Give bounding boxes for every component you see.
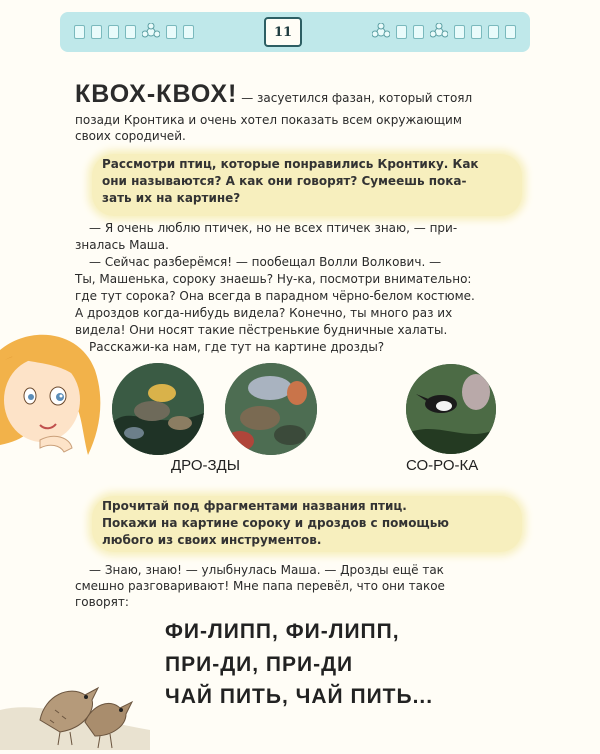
task-1-line-1: Рассмотри птиц, которые понравились Кронтику. Как xyxy=(102,157,479,171)
reply-line-2: смешно разговаривают! Мне папа перевёл, что они такое xyxy=(75,579,445,593)
magpie-caption: СО-РО-КА xyxy=(406,457,479,474)
task-2-box xyxy=(92,496,522,552)
thrushes-caption: ДРО-ЗДЫ xyxy=(171,457,240,474)
intro-line-2: позади Кронтика и очень хотел показать всем окружающим xyxy=(75,113,462,127)
dialogue-line: Ты, Машенька, сороку знаешь? Ну-ка, посмотри внимательно: xyxy=(75,272,472,286)
girl-illustration xyxy=(0,330,110,470)
task-2-line-2: Покажи на картине сороку и дроздов с помощью xyxy=(102,516,449,530)
page-number: 11 xyxy=(264,17,302,47)
reply-line-3: говорят: xyxy=(75,595,129,609)
dialogue-line: А дроздов когда-нибудь видела? Конечно, ты много раз их xyxy=(75,306,453,320)
intro-line-1 xyxy=(75,80,473,108)
dialogue-line: Расскажи-ка нам, где тут на картине дрозды? xyxy=(89,340,385,354)
dialogue-line: видела! Они носят такие пёстренькие будничные халаты. xyxy=(75,323,448,337)
chant-line-2: ПРИ-ДИ, ПРИ-ДИ xyxy=(165,653,354,676)
dialogue-block xyxy=(75,220,515,356)
task-2-line-1: Прочитай под фрагментами названия птиц. xyxy=(102,499,407,513)
dialogue-line: зналась Маша. xyxy=(75,238,169,252)
page-header xyxy=(60,12,530,52)
intro-shout: КВОХ-КВОХ! xyxy=(75,80,238,108)
task-1-box xyxy=(92,154,522,216)
chant-line-1: ФИ-ЛИПП, ФИ-ЛИПП, xyxy=(165,620,400,643)
dialogue-line: — Я очень люблю птичек, но не всех птичек знаю, — при- xyxy=(89,221,458,235)
reply-line-1: — Знаю, знаю! — улыбнулась Маша. — Дрозды ещё так xyxy=(89,563,444,577)
task-1-line-3: зать их на картине? xyxy=(102,191,241,205)
task-1-line-2: они называются? А как они говорят? Сумеешь пока- xyxy=(102,174,467,188)
chant-line-3: ЧАЙ ПИТЬ, ЧАЙ ПИТЬ... xyxy=(165,685,434,708)
intro-line-1-rest: — засуетился фазан, который стоял xyxy=(241,91,473,105)
magpie-photo xyxy=(406,364,496,454)
thrush-photo-2 xyxy=(225,363,317,455)
thrushes-illustration xyxy=(0,650,150,750)
intro-line-3: своих сородичей. xyxy=(75,129,186,143)
header-ornament-left xyxy=(74,23,194,41)
task-2-line-3: любого из своих инструментов. xyxy=(102,533,322,547)
dialogue-line: где тут сорока? Она всегда в парадном чёрно-белом костюме. xyxy=(75,289,475,303)
thrush-photo-1 xyxy=(112,363,204,455)
header-ornament-right xyxy=(372,23,516,41)
dialogue-line: — Сейчас разберёмся! — пообещал Волли Волкович. — xyxy=(89,255,442,269)
